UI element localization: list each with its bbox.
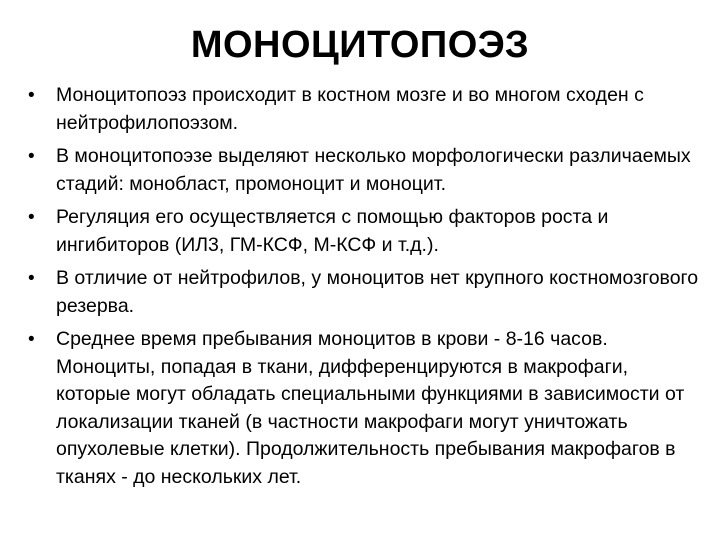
bullet-item	[26, 265, 706, 320]
slide-title: МОНОЦИТОПОЭЗ	[190, 24, 530, 66]
bullet-item	[26, 82, 706, 137]
bullet-item	[26, 326, 706, 491]
bullet-text: Регуляция его осуществляется с помощью факторов роста и ингибиторов (ИЛ3, ГМ-КСФ, М-КСФ и т.д.).	[56, 206, 609, 256]
bullet-text: В моноцитопоэзе выделяют несколько морфологически различаемых стадий: монобласт, промоноцит и моноцит.	[56, 145, 691, 195]
bullet-text: В отличие от нейтрофилов, у моноцитов нет крупного костномозгового резерва.	[56, 267, 699, 317]
bullet-icon: •	[28, 207, 35, 228]
bullet-icon: •	[28, 329, 35, 350]
bullet-icon: •	[28, 146, 35, 167]
bullet-item	[26, 204, 706, 259]
bullet-icon: •	[28, 268, 35, 289]
bullet-list	[26, 82, 706, 497]
bullet-text: Моноцитопоэз происходит в костном мозге и во многом сходен с нейтрофилопоэзом.	[56, 84, 644, 134]
bullet-item	[26, 143, 706, 198]
bullet-text: Среднее время пребывания моноцитов в крови - 8-16 часов. Моноциты, попадая в ткани, дифференцируются в макрофаги, которые могут обладать специальными функциями в зависимости от локализации тканей (в частности макрофаги могут уничтожать опухолевые клетки). Продолжительность пребывания макрофагов в тканях - до нескольких лет.	[56, 328, 685, 488]
bullet-icon: •	[28, 85, 35, 106]
